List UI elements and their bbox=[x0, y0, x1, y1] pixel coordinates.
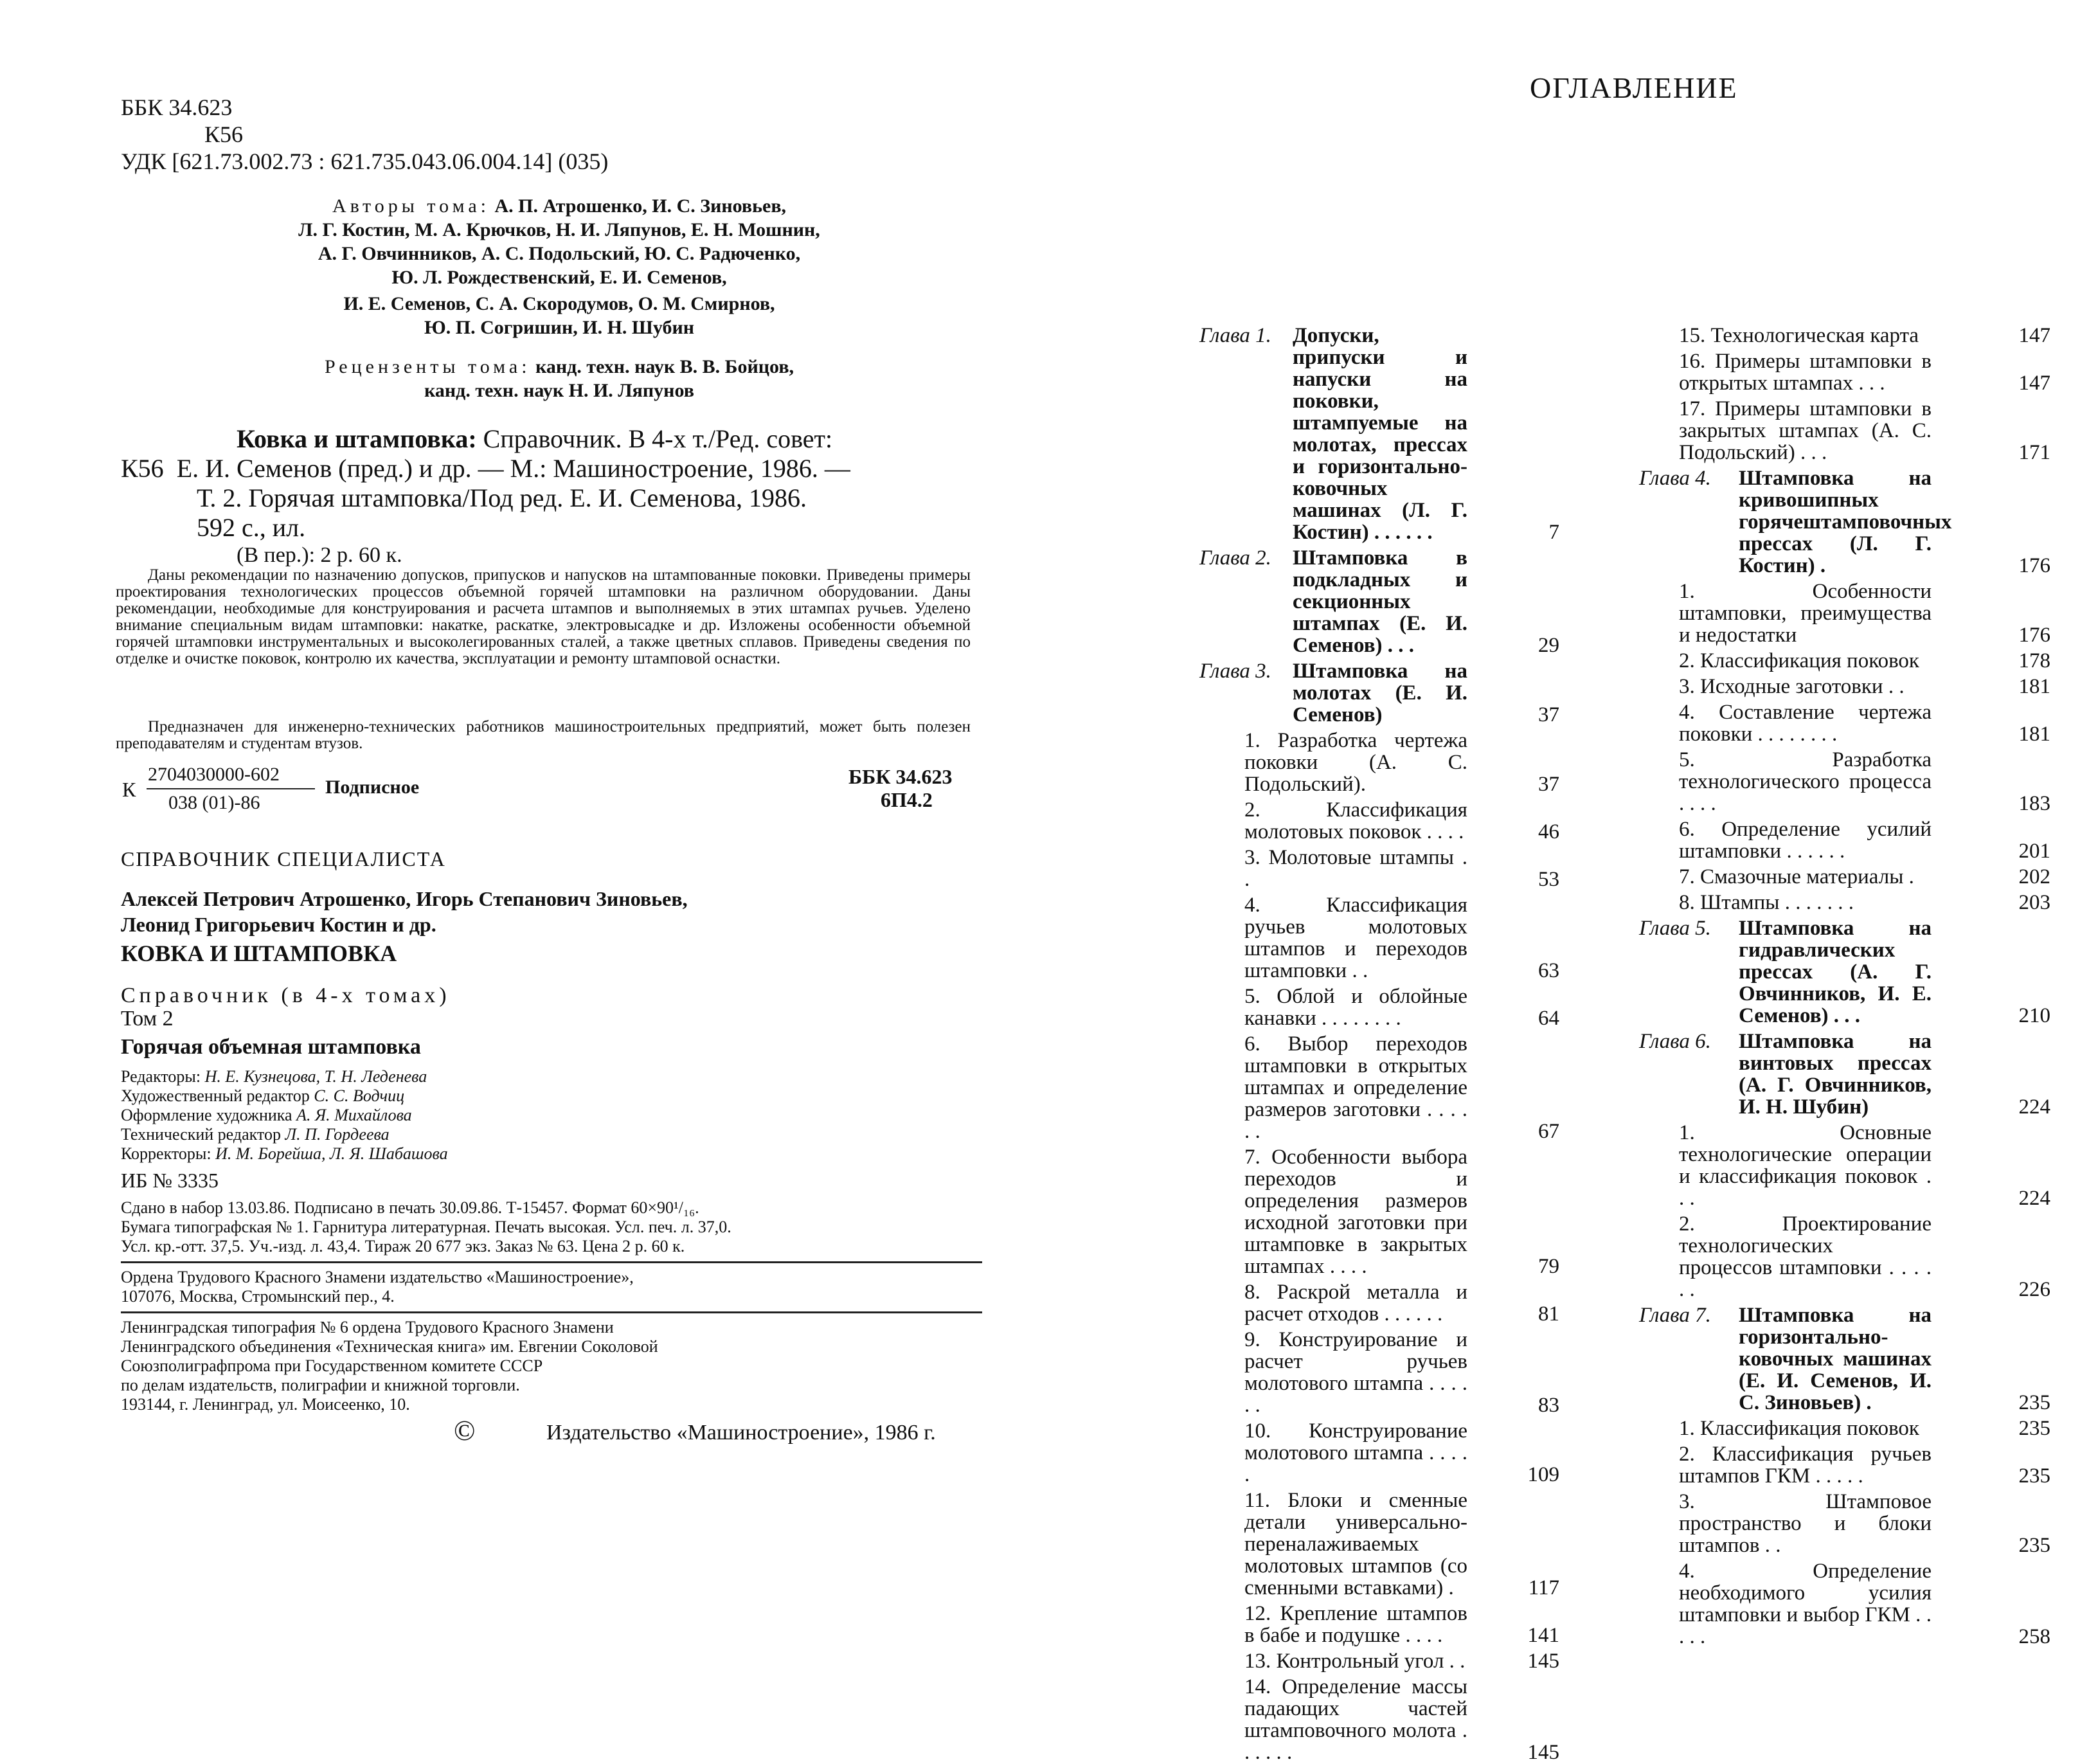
toc-entry-text: 4. Определение необходимого усилия штамповки и выбор ГКМ . . . . . bbox=[1679, 1560, 1932, 1648]
editor-row bbox=[121, 1144, 448, 1164]
toc-entry-text: 5. Разработка технологического процесса . . . . bbox=[1679, 748, 1932, 815]
authors-label: Авторы тома: bbox=[332, 195, 490, 217]
editor-role: Художественный редактор bbox=[121, 1086, 310, 1105]
editor-row bbox=[121, 1067, 448, 1086]
authors-line-4: Ю. Л. Рождественский, Е. И. Семенов, bbox=[391, 267, 727, 288]
authors-line-1: А. П. Атрошенко, И. С. Зиновьев, bbox=[494, 195, 787, 217]
toc-chapter-label: Глава 6. bbox=[1639, 1030, 1711, 1053]
volume: Том 2 bbox=[121, 1007, 174, 1030]
toc-page-number: 7 bbox=[1548, 521, 1559, 544]
toc-entry-text: 17. Примеры штамповки в закрытых штампах (А. С. Подольский) . . . bbox=[1679, 397, 1932, 464]
toc-chapter-label: Глава 7. bbox=[1639, 1304, 1711, 1327]
toc-page-number: 235 bbox=[2018, 1417, 2050, 1440]
toc-entry-text: 4. Составление чертежа поковки . . . . . . . . bbox=[1679, 701, 1932, 746]
toc-page-number: 178 bbox=[2018, 649, 2050, 672]
toc-entry-text: 2. Проектирование технологических процессов штамповки . . . . . . bbox=[1679, 1212, 1932, 1301]
toc-entry-text: 9. Конструирование и расчет ручьев молотового штампа . . . . . . bbox=[1244, 1328, 1467, 1417]
toc-page-number: 224 bbox=[2018, 1095, 2050, 1119]
printer-line: по делам издательств, полиграфии и книжной торговли. bbox=[121, 1376, 520, 1394]
editor-role: Оформление художника bbox=[121, 1106, 292, 1124]
authors-block bbox=[174, 194, 945, 339]
toc-chapter-label: Глава 2. bbox=[1199, 546, 1271, 570]
toc-entry-text: 16. Примеры штамповки в открытых штампах . . . bbox=[1679, 350, 1932, 395]
toc-entry-text: 5. Облой и облойные канавки . . . . . . . . bbox=[1244, 985, 1467, 1030]
toc-page-number: 176 bbox=[2018, 554, 2050, 577]
editors-block bbox=[121, 1067, 448, 1164]
toc-page-number: 64 bbox=[1538, 1007, 1559, 1030]
divider-1 bbox=[121, 1261, 982, 1263]
toc-page-number: 258 bbox=[2018, 1625, 2050, 1648]
toc-page-number: 53 bbox=[1538, 868, 1559, 891]
toc-page-number: 202 bbox=[2018, 865, 2050, 888]
toc-page-number: 147 bbox=[2018, 372, 2050, 395]
series-name: СПРАВОЧНИК СПЕЦИАЛИСТА bbox=[121, 847, 446, 870]
subtitle-text: Справочник (в 4-х томах) bbox=[121, 984, 451, 1007]
toc-entry-text: 3. Штамповое пространство и блоки штампов . . bbox=[1679, 1490, 1932, 1557]
abstract-purpose: Предназначен для инженерно-технических работников машиностроительных предприятий, может быть полезен преподавателям и студентам втузов. bbox=[116, 718, 971, 752]
reviewers-line-2: канд. техн. наук Н. И. Ляпунов bbox=[424, 380, 694, 401]
reviewers-line-1: канд. техн. наук В. В. Бойцов, bbox=[535, 356, 794, 377]
toc-page-number: 109 bbox=[1527, 1463, 1559, 1486]
authors-line-3: А. Г. Овчинников, А. С. Подольский, Ю. С. Радюченко, bbox=[318, 243, 801, 264]
toc-entry-text: Штамповка в подкладных и секционных штампах (Е. И. Семенов) . . . bbox=[1293, 546, 1467, 657]
toc-entry-text: 10. Конструирование молотового штампа . . . . . bbox=[1244, 1419, 1467, 1486]
toc-entry-text: 13. Контрольный угол . . bbox=[1244, 1650, 1466, 1673]
biblio-title: Ковка и штамповка: bbox=[237, 424, 477, 453]
volume-title: Горячая объемная штамповка bbox=[121, 1035, 421, 1059]
reviewers-label: Рецензенты тома: bbox=[324, 356, 531, 377]
copyright-text: Издательство «Машиностроение», 1986 г. bbox=[546, 1421, 936, 1444]
toc-chapter-label: Глава 1. bbox=[1199, 324, 1271, 347]
toc-entry-text: 1. Основные технологические операции и классификация поковок . . . bbox=[1679, 1121, 1932, 1210]
printer-line: Ленинградского объединения «Техническая книга» им. Евгении Соколовой bbox=[121, 1337, 658, 1356]
printer-info bbox=[121, 1318, 658, 1414]
toc-page-number: 81 bbox=[1538, 1302, 1559, 1326]
biblio-line-4: 592 с., ил. bbox=[197, 513, 306, 542]
toc-page-number: 181 bbox=[2018, 723, 2050, 746]
toc-entry-text: 3. Молотовые штампы . . bbox=[1244, 846, 1467, 891]
toc-page-number: 235 bbox=[2018, 1534, 2050, 1557]
toc-page-number: 226 bbox=[2018, 1278, 2050, 1301]
authors-line-5: И. Е. Семенов, С. А. Скородумов, О. М. Смирнов, bbox=[343, 293, 775, 314]
editor-names: С. С. Водчиц bbox=[314, 1086, 405, 1105]
toc-entry-text: 11. Блоки и сменные детали универсально-переналаживаемых молотовых штампов (со сменными вставками) . bbox=[1244, 1489, 1467, 1599]
print-line-1: Сдано в набор 13.03.86. Подписано в печать 30.09.86. Т-15457. Формат 60×90¹/₁₆. bbox=[121, 1198, 699, 1217]
toc-page-number: 201 bbox=[2018, 840, 2050, 863]
toc-page-number: 145 bbox=[1527, 1741, 1559, 1764]
toc-entry-text: 12. Крепление штампов в бабе и подушке . . . . bbox=[1244, 1602, 1467, 1647]
toc-entry-text: 7. Особенности выбора переходов и определения размеров исходной заготовки при штамповке в закрытых штампах . . . . bbox=[1244, 1146, 1467, 1278]
toc-page-number: 141 bbox=[1527, 1624, 1559, 1647]
toc-entry-text: Допуски, припуски и напуски на поковки, штампуемые на молотах, прессах и горизонтально-ковочных машинах (Л. Г. Костин) . . . . . . bbox=[1293, 324, 1467, 544]
editor-role: Корректоры: bbox=[121, 1144, 211, 1163]
toc-entry-text: Штамповка на винтовых прессах (А. Г. Овчинников, И. Н. Шубин) bbox=[1739, 1030, 1932, 1119]
code-numerator: 2704030000-602 bbox=[148, 764, 280, 785]
authors-line-2: Л. Г. Костин, М. А. Крючков, Н. И. Ляпунов, Е. Н. Мошнин, bbox=[298, 219, 820, 240]
toc-entry-text: 6. Выбор переходов штамповки в открытых штампах и определение размеров заготовки . . . . . . bbox=[1244, 1032, 1467, 1143]
toc-entry-text: 6. Определение усилий штамповки . . . . . . bbox=[1679, 818, 1932, 863]
editor-names: Н. Е. Кузнецова, Т. Н. Леденева bbox=[204, 1067, 427, 1086]
editor-names: А. Я. Михайлова bbox=[296, 1106, 412, 1124]
toc-page-number: 145 bbox=[1527, 1650, 1559, 1673]
subscription: Подписное bbox=[325, 777, 420, 798]
toc-entry-text: Штамповка на горизонтально-ковочных машинах (Е. И. Семенов, И. С. Зиновьев) . bbox=[1739, 1304, 1932, 1414]
toc-entry-text: 1. Особенности штамповки, преимущества и недостатки bbox=[1679, 580, 1932, 647]
toc-heading: ОГЛАВЛЕНИЕ bbox=[1530, 71, 1738, 104]
editor-row bbox=[121, 1125, 448, 1144]
toc-page-number: 235 bbox=[2018, 1391, 2050, 1414]
code-fraction-line bbox=[147, 788, 315, 789]
authors-full-2: Леонид Григорьевич Костин и др. bbox=[121, 913, 436, 936]
publisher-line-1: Ордена Трудового Красного Знамени издательство «Машиностроение», bbox=[121, 1268, 634, 1286]
toc-page-number: 37 bbox=[1538, 703, 1559, 726]
bbk-code: ББК 34.623 bbox=[121, 94, 233, 120]
printer-line: Союзполиграфпрома при Государственном комитете СССР bbox=[121, 1356, 543, 1375]
bbk-bottom-2: 6П4.2 bbox=[881, 788, 933, 811]
toc-page-number: 83 bbox=[1538, 1394, 1559, 1417]
editor-role: Технический редактор bbox=[121, 1125, 281, 1144]
toc-entry-text: Штамповка на кривошипных горячештамповочных прессах (Л. Г. Костин) . bbox=[1739, 467, 1952, 577]
toc-page-number: 79 bbox=[1538, 1255, 1559, 1278]
toc-entry-text: 2. Классификация поковок bbox=[1679, 649, 1919, 672]
toc-entry-text: Штамповка на гидравлических прессах (А. Г. Овчинников, И. Е. Семенов) . . . bbox=[1739, 917, 1932, 1027]
biblio-line-1: Справочник. В 4-х т./Ред. совет: bbox=[483, 424, 833, 453]
biblio-k56: К56 bbox=[121, 454, 164, 483]
toc-page-number: 176 bbox=[2018, 624, 2050, 647]
editor-row bbox=[121, 1086, 448, 1106]
editor-names: Л. П. Гордеева bbox=[285, 1125, 390, 1144]
toc-page-number: 67 bbox=[1538, 1120, 1559, 1143]
toc-entry-text: 14. Определение массы падающих частей штамповочного молота . . . . . . bbox=[1244, 1675, 1467, 1764]
toc-page-number: 235 bbox=[2018, 1464, 2050, 1488]
authors-line-6: Ю. П. Согришин, И. Н. Шубин bbox=[424, 317, 695, 338]
k56-code: К56 bbox=[204, 122, 244, 147]
book-title: КОВКА И ШТАМПОВКА bbox=[121, 941, 397, 966]
toc-page-number: 37 bbox=[1538, 773, 1559, 796]
editor-names: И. М. Борейша, Л. Я. Шабашова bbox=[215, 1144, 448, 1163]
toc-entry-text: 7. Смазочные материалы . bbox=[1679, 865, 1914, 888]
divider-2 bbox=[121, 1311, 982, 1313]
toc-chapter-label: Глава 5. bbox=[1639, 917, 1711, 940]
toc-page-number: 210 bbox=[2018, 1004, 2050, 1027]
printer-line: Ленинградская типография № 6 ордена Трудового Красного Знамени bbox=[121, 1318, 614, 1336]
authors-full bbox=[121, 886, 688, 937]
toc-page-number: 46 bbox=[1538, 820, 1559, 843]
ib-number: ИБ № 3335 bbox=[121, 1169, 219, 1192]
toc-entry-text: Штамповка на молотах (Е. И. Семенов) bbox=[1293, 660, 1467, 726]
biblio-line-5: (В пер.): 2 р. 60 к. bbox=[237, 543, 402, 567]
biblio-line-3: Т. 2. Горячая штамповка/Под ред. Е. И. Семенова, 1986. bbox=[197, 483, 807, 512]
editor-row bbox=[121, 1106, 448, 1125]
code-k: К bbox=[122, 778, 136, 801]
toc-entry-text: 2. Классификация молотовых поковок . . . . bbox=[1244, 798, 1467, 843]
reviewers-block bbox=[174, 355, 945, 402]
editor-role: Редакторы: bbox=[121, 1067, 201, 1086]
abstract: Даны рекомендации по назначению допусков, припусков и напусков на штампованные поковки. Приведены примеры проектирования технологических процессов объемной горячей штамповки на различном оборудовании. Даны рекомендации, необходимые для конструирования и расчета штампов и выполняемых в этих штампах ручьев. Уделено внимание специальным видам штамповки: накатке, раскатке, электровысадке и др. Изложены особенности объемной горячей штамповки инструментальных и высоколегированных сталей, а также цветных сплавов. Приведены сведения по отделке и очистке поковок, контролю их качества, эксплуатации и ремонту штамповой оснастки. bbox=[116, 566, 971, 667]
udk-code: УДК [621.73.002.73 : 621.735.043.06.004.14] (035) bbox=[121, 148, 609, 174]
toc-page-number: 171 bbox=[2018, 441, 2050, 464]
toc-page-number: 224 bbox=[2018, 1187, 2050, 1210]
toc-page-number: 147 bbox=[2018, 324, 2050, 347]
print-line-2: Бумага типографская № 1. Гарнитура литературная. Печать высокая. Усл. печ. л. 37,0. bbox=[121, 1218, 731, 1236]
publisher-line-2: 107076, Москва, Стромынский пер., 4. bbox=[121, 1287, 395, 1306]
toc-entry-text: 4. Классификация ручьев молотовых штампов и переходов штамповки . . bbox=[1244, 894, 1467, 982]
code-denominator: 038 (01)-86 bbox=[168, 792, 260, 813]
toc-page-number: 183 bbox=[2018, 792, 2050, 815]
copyright-icon: © bbox=[454, 1415, 476, 1446]
toc-page-number: 203 bbox=[2018, 891, 2050, 914]
toc-entry-text: 8. Раскрой металла и расчет отходов . . . . . . bbox=[1244, 1281, 1467, 1326]
printer-line: 193144, г. Ленинград, ул. Моисеенко, 10. bbox=[121, 1395, 410, 1414]
toc-page-number: 29 bbox=[1538, 634, 1559, 657]
print-info bbox=[121, 1198, 731, 1256]
toc-entry-text: 8. Штампы . . . . . . . bbox=[1679, 891, 1854, 914]
toc-page-number: 117 bbox=[1528, 1576, 1559, 1599]
toc-entry-text: 3. Исходные заготовки . . bbox=[1679, 675, 1905, 698]
print-line-3: Усл. кр.-отт. 37,5. Уч.-изд. л. 43,4. Тираж 20 677 экз. Заказ № 63. Цена 2 р. 60 к. bbox=[121, 1237, 685, 1256]
toc-entry-text: 2. Классификация ручьев штампов ГКМ . . . . . bbox=[1679, 1443, 1932, 1488]
toc-chapter-label: Глава 3. bbox=[1199, 660, 1271, 683]
toc-entry-text: 1. Разработка чертежа поковки (А. С. Подольский). bbox=[1244, 729, 1467, 796]
biblio-line-2: Е. И. Семенов (пред.) и др. — М.: Машиностроение, 1986. — bbox=[176, 454, 850, 483]
toc-chapter-label: Глава 4. bbox=[1639, 467, 1711, 490]
toc-entry-text: 1. Классификация поковок bbox=[1679, 1417, 1919, 1440]
biblio-record bbox=[121, 424, 850, 568]
publisher-info bbox=[121, 1268, 634, 1306]
toc-entry-text: 15. Технологическая карта bbox=[1679, 324, 1919, 347]
toc-page-number: 181 bbox=[2018, 675, 2050, 698]
toc-page-number: 63 bbox=[1538, 959, 1559, 982]
authors-full-1: Алексей Петрович Атрошенко, Игорь Степанович Зиновьев, bbox=[121, 887, 688, 910]
bbk-bottom-1: ББК 34.623 bbox=[848, 765, 953, 788]
book-subtitle bbox=[121, 984, 451, 1008]
